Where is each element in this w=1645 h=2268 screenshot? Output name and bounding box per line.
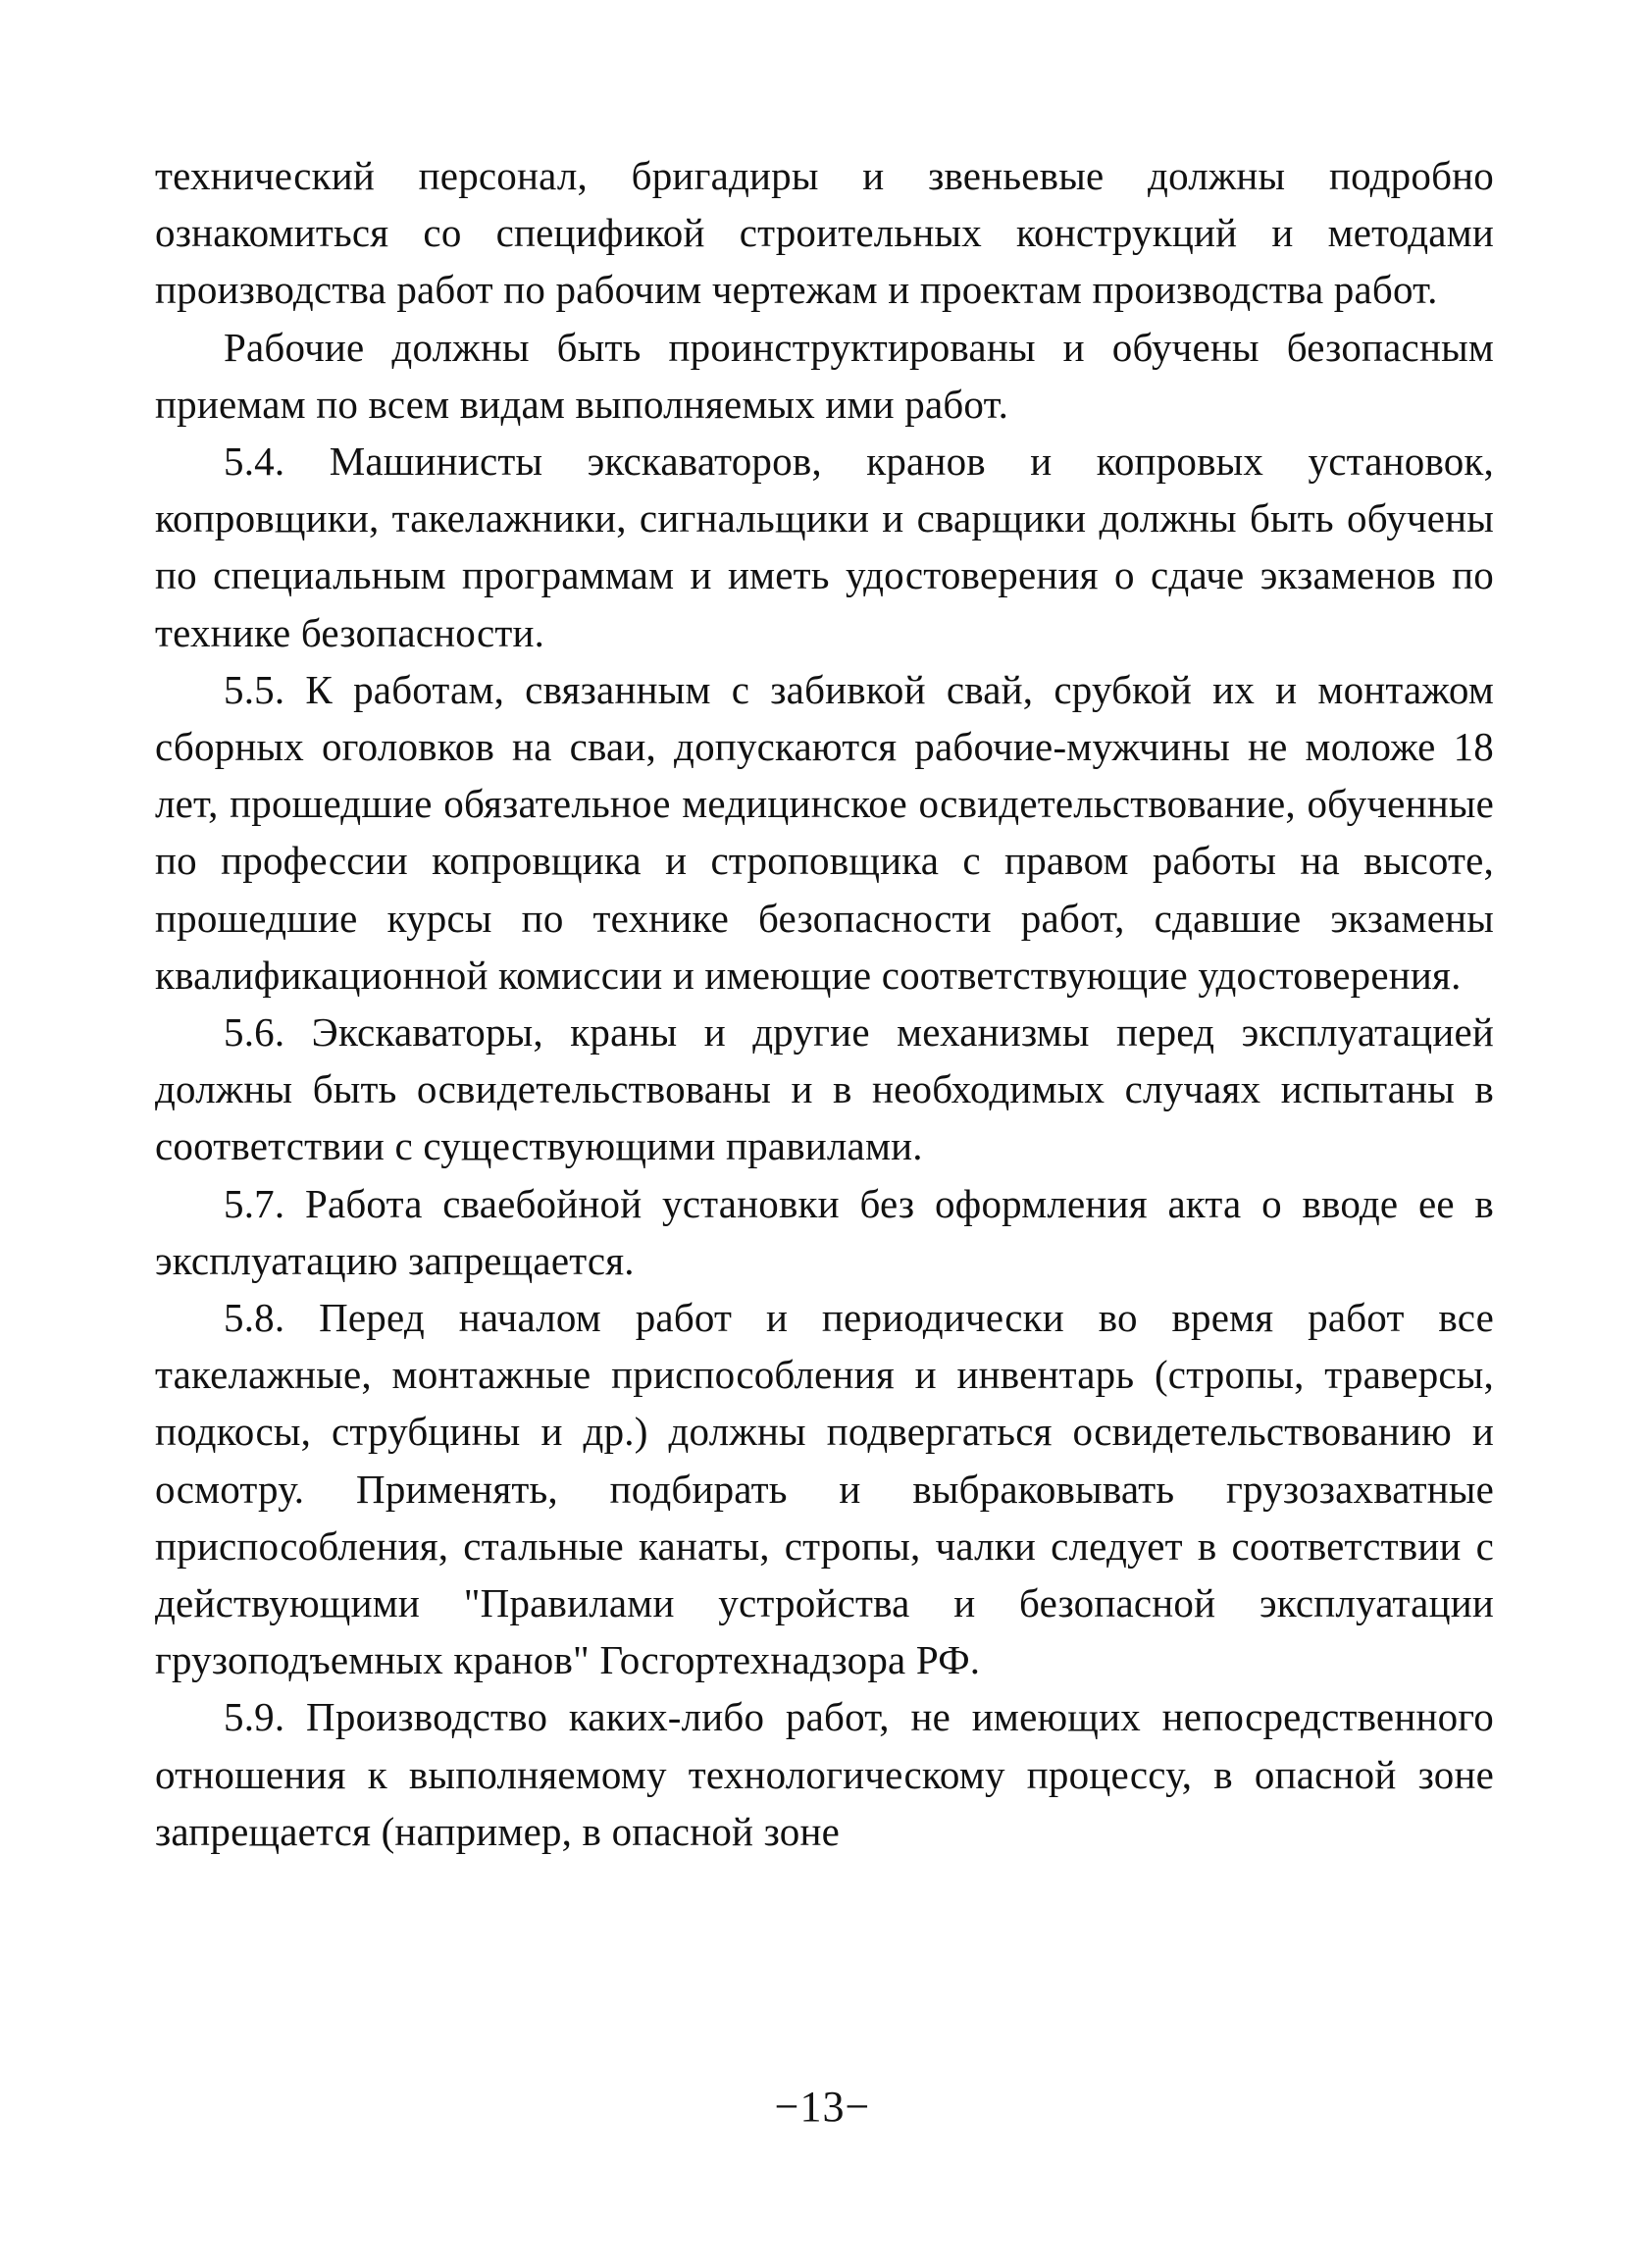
paragraph-5-4: 5.4. Машинисты экскаваторов, кранов и копровых установок, копровщики, такелажники, сигнальщики и сварщики должны быть обучены по специальным программам и иметь удостоверения о сдаче экзаменов по технике безопасности.	[155, 438, 1494, 655]
document-page	[155, 147, 1494, 1860]
paragraph-5-6: 5.6. Экскаваторы, краны и другие механизмы перед эксплуатацией должны быть освидетельствованы и в необходимых случаях испытаны в соответствии с существующими правилами.	[155, 1009, 1494, 1169]
paragraph-5-5: 5.5. К работам, связанным с забивкой свай, срубкой их и монтажом сборных оголовков на сваи, допускаются рабочие-мужчины не моложе 18 лет, прошедшие обязательное медицинское освидетельствование, обученные по профессии копровщика и строповщика с правом работы на высоте, прошедшие курсы по технике безопасности работ, сдавшие экзамены квалификационной комиссии и имеющие соответствующие удостоверения.	[155, 666, 1494, 998]
paragraph-workers-instruction: Рабочие должны быть проинструктированы и обучены безопасным приемам по всем видам выполняемых ими работ.	[155, 324, 1494, 427]
page-number: −13−	[774, 2083, 871, 2131]
paragraph-5-8: 5.8. Перед началом работ и периодически во время работ все такелажные, монтажные приспособления и инвентарь (стропы, траверсы, подкосы, струбцины и др.) должны подвергаться освидетельствованию и осмотру. Применять, подбирать и выбраковывать грузозахватные приспособления, стальные канаты, стропы, чалки следует в соответствии с действующими "Правилами устройства и безопасной эксплуатации грузоподъемных кранов" Госгортехнадзора РФ.	[155, 1295, 1494, 1683]
paragraph-continuation: технический персонал, бригадиры и звеньевые должны подробно ознакомиться со спецификой строительных конструкций и методами производства работ по рабочим чертежам и проектам производства работ.	[155, 153, 1494, 313]
paragraph-5-9: 5.9. Производство каких-либо работ, не имеющих непосредственного отношения к выполняемому технологическому процессу, в опасной зоне запрещается (например, в опасной зоне	[155, 1694, 1494, 1854]
paragraph-5-7: 5.7. Работа сваебойной установки без оформления акта о вводе ее в эксплуатацию запрещается.	[155, 1180, 1494, 1283]
